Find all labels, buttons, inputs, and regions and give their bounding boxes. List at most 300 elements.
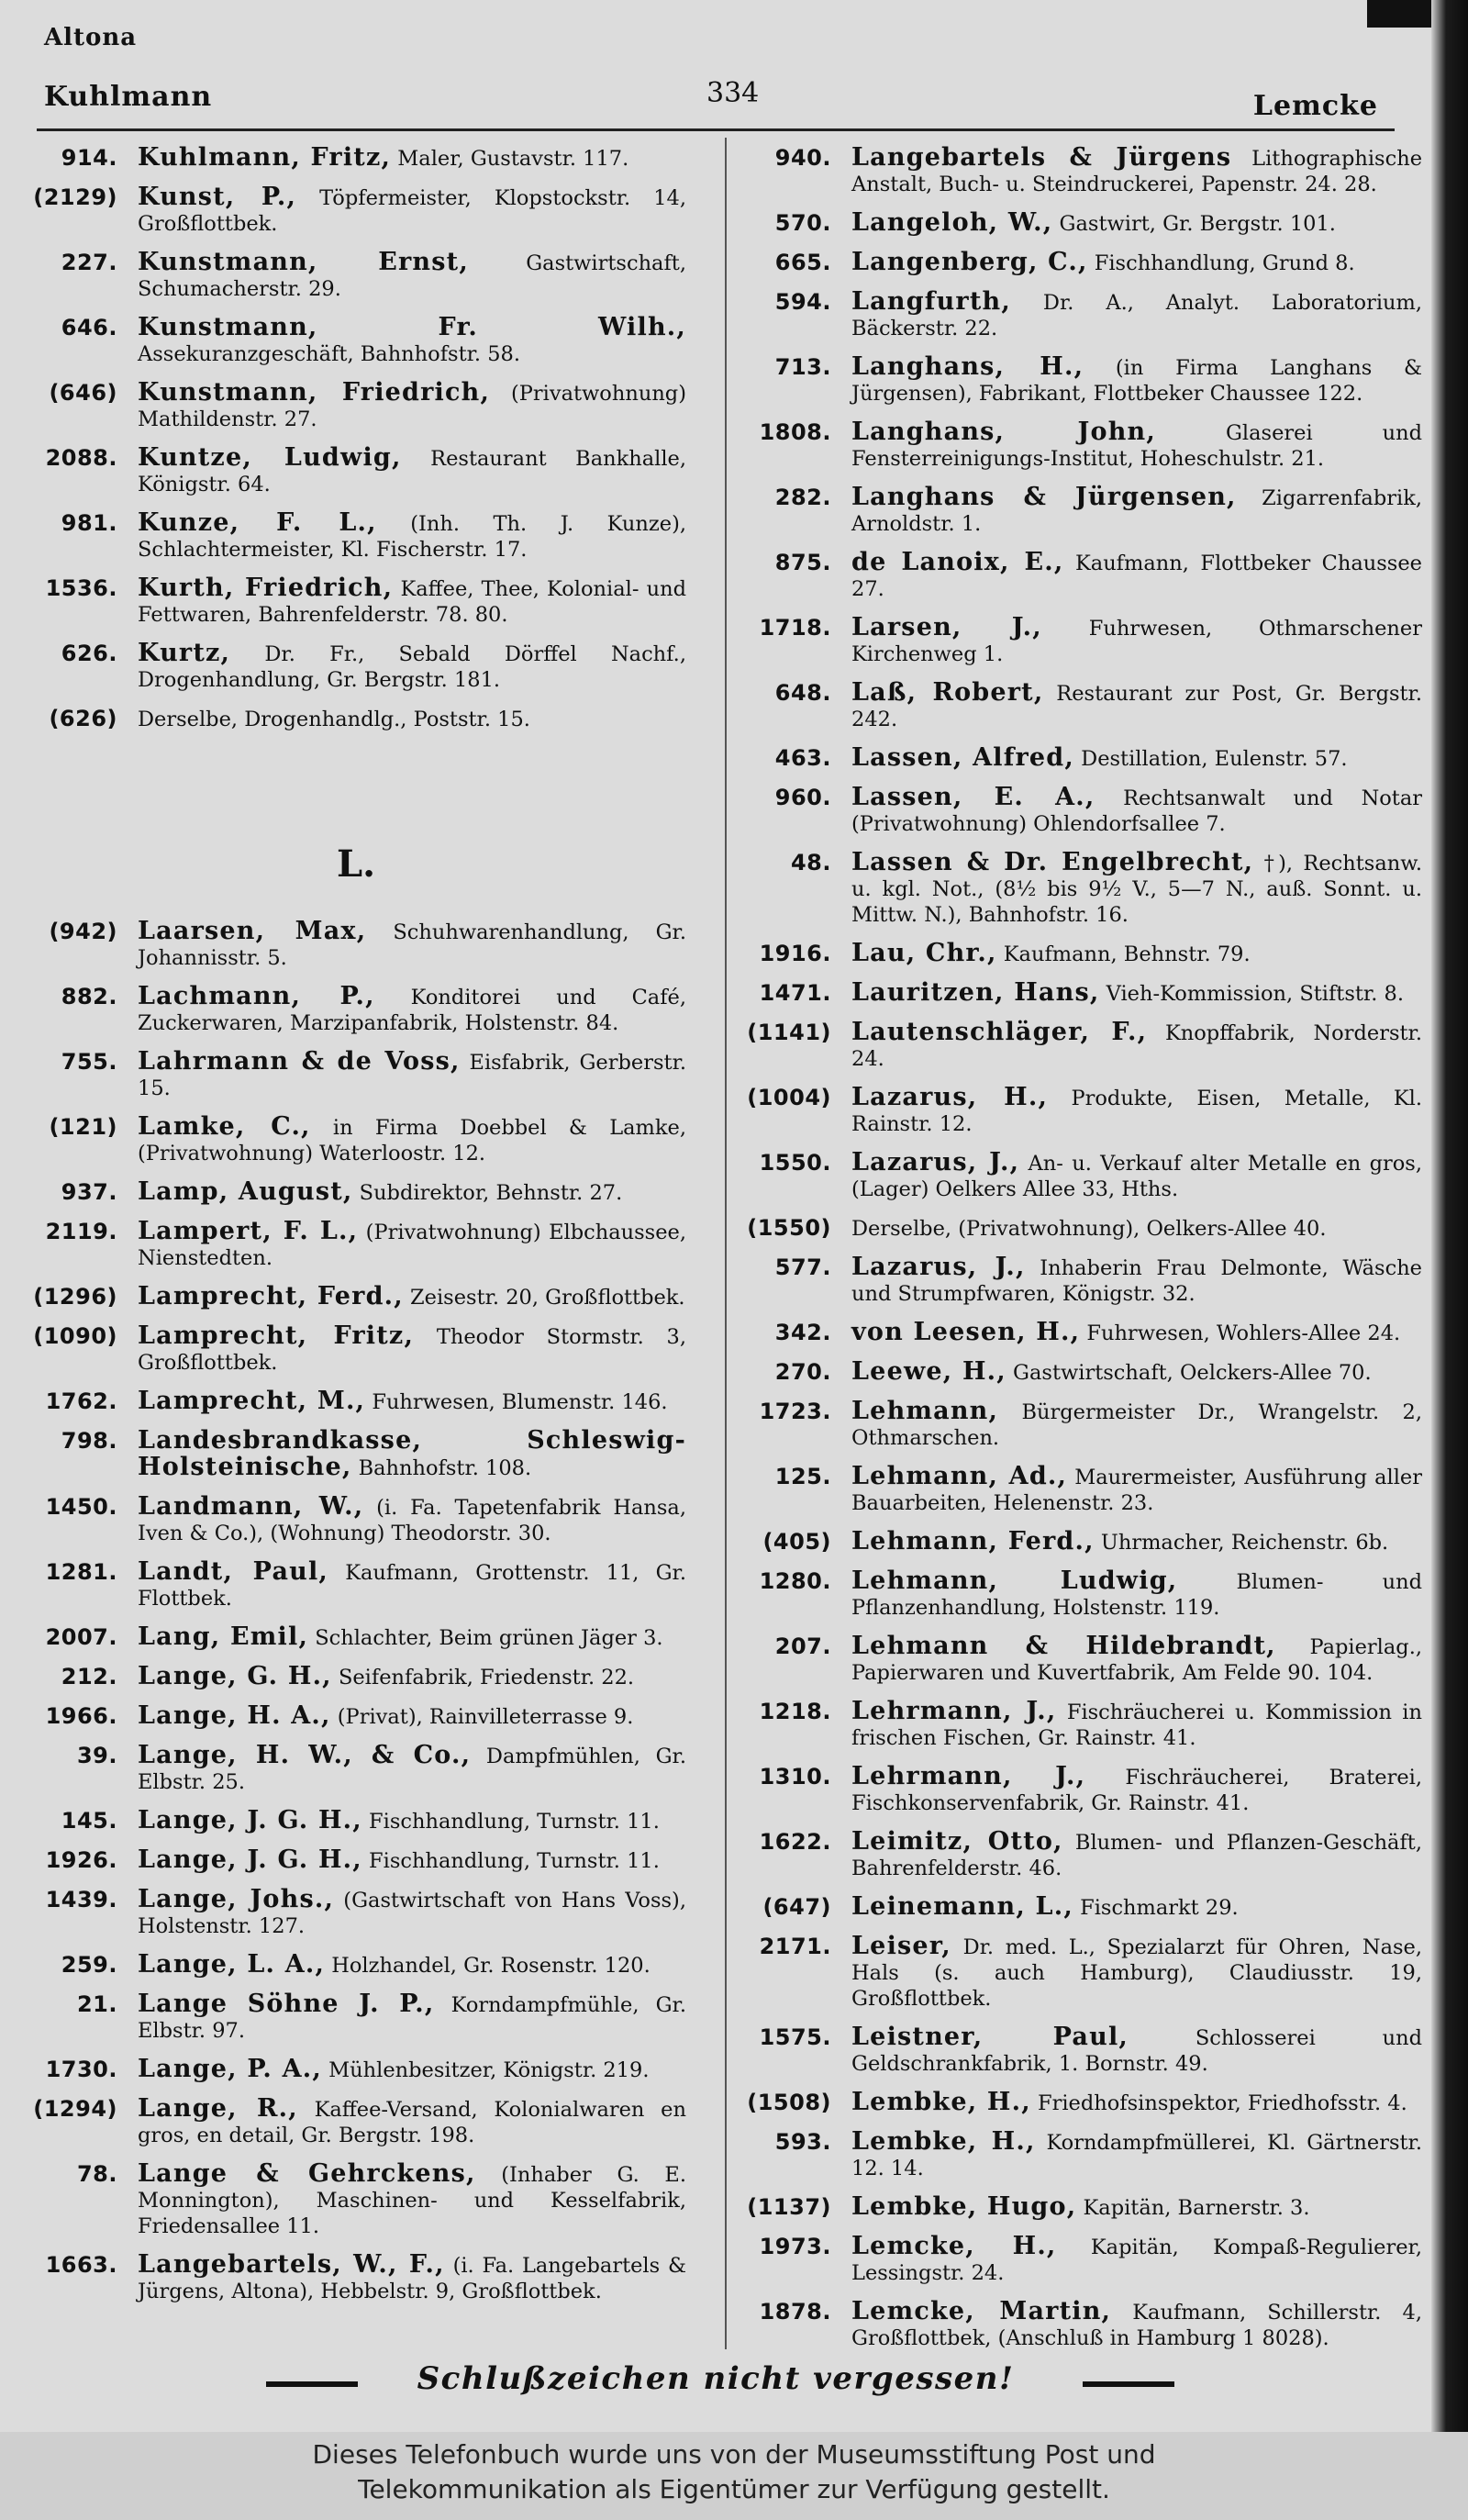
directory-entry [740, 1254, 1422, 1307]
subscriber-name: Langhans & Jürgensen, [851, 483, 1237, 511]
directory-entry [740, 1568, 1422, 1621]
entry-text [138, 2057, 686, 2083]
phone-number: 1471. [759, 980, 831, 1006]
subscriber-name: Landesbrandkasse, Schleswig-Holsteinische, [138, 1426, 686, 1481]
subscriber-name: Lehmann, [851, 1397, 999, 1425]
subscriber-name: Langhans, John, [851, 418, 1156, 446]
directory-entry [26, 1049, 686, 1101]
phone-number: 1718. [759, 615, 831, 641]
directory-entry [26, 184, 686, 237]
directory-entry [740, 145, 1422, 197]
subscriber-details: Assekuranzgeschäft, Bahnhofstr. 58. [138, 342, 520, 366]
subscriber-name: Kunst, P., [138, 183, 297, 211]
entry-text [851, 615, 1422, 667]
subscriber-name: Lau, Chr., [851, 939, 997, 967]
phone-number: 960. [774, 785, 831, 810]
entry-text [138, 2252, 686, 2304]
subscriber-name: Leewe, H., [851, 1357, 1006, 1386]
subscriber-details: Fuhrwesen, Othmarschener Kirchenweg 1. [851, 617, 1422, 666]
entry-text [851, 550, 1422, 602]
entry-text [851, 1764, 1422, 1816]
entry-text [138, 641, 686, 693]
directory-entry [26, 1847, 686, 1874]
subscriber-details: Theodor Stormstr. 3, Großflottbek. [138, 1325, 686, 1375]
subscriber-name: Lachmann, P., [138, 982, 375, 1010]
directory-entry [740, 354, 1422, 407]
phone-number: (626) [49, 706, 117, 731]
entry-text [851, 745, 1422, 772]
subscriber-name: Lemcke, H., [851, 2232, 1057, 2260]
subscriber-details: Derselbe, Drogenhandlg., Poststr. 15. [138, 708, 530, 731]
phone-number: 648. [774, 680, 831, 706]
subscriber-details: Kapitän, Kompaß-Regulierer, Lessingstr. 24. [851, 2236, 1422, 2285]
entry-text [851, 1150, 1422, 1202]
directory-entry [26, 1991, 686, 2044]
subscriber-details: Fischhandlung, Turnstr. 11. [369, 1849, 660, 1873]
subscriber-details: Friedhofsinspektor, Friedhofsstr. 4. [1037, 2091, 1407, 2115]
subscriber-details: Korndampfmüllerei, Kl. Gärtnerstr. 12. 14. [851, 2131, 1422, 2180]
subscriber-name: Lange, R., [138, 2094, 298, 2123]
phone-number: 1575. [759, 2024, 831, 2050]
directory-entry [740, 1829, 1422, 1881]
entry-text [851, 1934, 1422, 2012]
subscriber-details: Maler, Gustavstr. 117. [397, 147, 629, 171]
entry-text [138, 706, 686, 732]
entry-text [851, 2194, 1422, 2221]
subscriber-details: (i. Fa. Langebartels & Jürgens, Altona), Hebbelstr. 9, Großflottbek. [138, 2254, 687, 2303]
entry-text [138, 1624, 686, 1651]
phone-number: 1281. [45, 1559, 117, 1585]
entry-text [851, 250, 1422, 276]
entry-text [851, 2129, 1422, 2181]
entry-text [851, 2090, 1422, 2116]
subscriber-name: Leistner, Paul, [851, 2023, 1129, 2051]
subscriber-details: Seifenfabrik, Friedenstr. 22. [338, 1666, 635, 1689]
phone-number: 463. [774, 745, 831, 771]
phone-number: (942) [49, 919, 117, 944]
subscriber-details: Fuhrwesen, Wohlers-Allee 24. [1086, 1321, 1401, 1345]
phone-number: 282. [774, 485, 831, 510]
entry-text [138, 145, 686, 172]
phone-number: 2171. [759, 1934, 831, 1959]
subscriber-details: Kaffee-Versand, Kolonialwaren en gros, en detail, Gr. Bergstr. 198. [138, 2098, 686, 2147]
phone-number: 2119. [45, 1219, 117, 1244]
entry-text [138, 1179, 686, 1206]
subscriber-name: Lange, J. G. H., [138, 1845, 362, 1874]
subscriber-details: Restaurant zur Post, Gr. Bergstr. 242. [851, 682, 1422, 731]
right-entries [740, 145, 1422, 2351]
subscriber-details: Fischräucherei u. Kommission in frischen Fischen, Gr. Rainstr. 41. [851, 1700, 1422, 1750]
subscriber-name: Lazarus, H., [851, 1083, 1049, 1111]
phone-number: 342. [774, 1320, 831, 1345]
subscriber-name: Lampert, F. L., [138, 1217, 359, 1245]
subscriber-name: Lange Söhne J. P., [138, 1990, 435, 2018]
directory-entry [26, 2161, 686, 2239]
phone-number: 48. [790, 850, 831, 875]
subscriber-name: Langebartels & Jürgens [851, 143, 1232, 172]
subscriber-details: (Privat), Rainvilleterrasse 9. [337, 1705, 634, 1729]
subscriber-details: Kaufmann, Flottbeker Chaussee 27. [851, 552, 1422, 601]
entry-text [138, 575, 686, 628]
entry-text [851, 1020, 1422, 1072]
entry-text [851, 941, 1422, 967]
subscriber-details: (Inh. Th. J. Kunze), Schlachtermeister, Kl. Fischerstr. 17. [138, 512, 687, 562]
subscriber-details: Dampfmühlen, Gr. Elbstr. 25. [138, 1745, 686, 1794]
subscriber-name: Lamprecht, M., [138, 1387, 366, 1415]
entry-text [851, 210, 1422, 237]
entry-text [851, 1529, 1422, 1555]
subscriber-name: Lange & Gehrckens, [138, 2159, 476, 2188]
subscriber-details: Kaufmann, Grottenstr. 11, Gr. Flottbek. [138, 1561, 686, 1611]
subscriber-details: Derselbe, (Privatwohnung), Oelkers-Allee 40. [851, 1217, 1327, 1241]
subscriber-name: Kurth, Friedrich, [138, 574, 394, 602]
entry-text [851, 850, 1422, 928]
entry-text [138, 1388, 686, 1415]
phone-number: 1439. [45, 1887, 117, 1912]
subscriber-name: Lassen, E. A., [851, 783, 1095, 811]
entry-text [851, 1215, 1422, 1242]
subscriber-details: Kaufmann, Behnstr. 79. [1003, 942, 1251, 966]
left-entries-k [26, 145, 686, 732]
phone-number: (1296) [33, 1284, 117, 1310]
subscriber-details: Produkte, Eisen, Metalle, Kl. Rainstr. 12. [851, 1087, 1423, 1136]
subscriber-details: Fischhandlung, Grund 8. [1094, 251, 1355, 275]
subscriber-name: Leiser, [851, 1932, 951, 1960]
directory-entry [740, 419, 1422, 472]
directory-entry [26, 510, 686, 563]
entry-text [851, 1894, 1422, 1921]
directory-entry [26, 1559, 686, 1611]
directory-entry [26, 2057, 686, 2083]
entry-text [851, 1359, 1422, 1386]
directory-entry [26, 1428, 686, 1481]
subscriber-details: Knopffabrik, Norderstr. 24. [851, 1021, 1422, 1071]
subscriber-details: Lithographische Anstalt, Buch- u. Steindruckerei, Papenstr. 24. 28. [851, 147, 1423, 196]
directory-entry [26, 380, 686, 432]
entry-text [138, 1323, 686, 1376]
left-entries-l [26, 919, 686, 2304]
entry-text [851, 2024, 1422, 2077]
subscriber-details: Gastwirtschaft, Oelckers-Allee 70. [1013, 1361, 1372, 1385]
page-number: 334 [706, 77, 760, 109]
subscriber-name: Lassen & Dr. Engelbrecht, [851, 848, 1254, 876]
entry-text [138, 1743, 686, 1795]
entry-text [138, 1049, 686, 1101]
phone-number: 1723. [759, 1399, 831, 1424]
phone-number: 713. [774, 354, 831, 380]
phone-number: 914. [61, 145, 117, 171]
header-city: Altona [44, 24, 138, 51]
directory-entry [26, 706, 686, 732]
notice-line-2: Telekommunikation als Eigentümer zur Verfügung gestellt. [358, 2474, 1110, 2504]
phone-number: (1550) [747, 1215, 831, 1241]
subscriber-name: Leimitz, Otto, [851, 1827, 1063, 1856]
subscriber-details: Schlachter, Beim grünen Jäger 3. [315, 1626, 663, 1650]
directory-entry [26, 1952, 686, 1979]
directory-entry [26, 2096, 686, 2148]
directory-entry [740, 1934, 1422, 2012]
subscriber-name: Lang, Emil, [138, 1622, 309, 1651]
entry-text [851, 1085, 1422, 1137]
directory-entry [740, 980, 1422, 1007]
directory-entry [740, 850, 1422, 928]
phone-number: 1622. [759, 1829, 831, 1855]
phone-number: (1090) [33, 1323, 117, 1349]
entry-text [851, 1634, 1422, 1686]
column-divider [725, 138, 727, 2349]
subscriber-name: Lamprecht, Fritz, [138, 1321, 415, 1350]
directory-entry [740, 2129, 1422, 2181]
directory-entry [740, 785, 1422, 837]
scan-shadow [1431, 0, 1468, 2432]
phone-number: 937. [61, 1179, 117, 1205]
subscriber-details: Blumen- und Pflanzen-Geschäft, Bahrenfelderstr. 46. [851, 1831, 1422, 1880]
phone-number: 1926. [45, 1847, 117, 1873]
entry-text [851, 980, 1422, 1007]
subscriber-details: (Privatwohnung) Elbchaussee, Nienstedten. [138, 1221, 686, 1270]
phone-number: 665. [774, 250, 831, 275]
subscriber-name: Landt, Paul, [138, 1557, 329, 1586]
entry-text [138, 1847, 686, 1874]
directory-entry [740, 2234, 1422, 2286]
subscriber-details: Restaurant Bankhalle, Königstr. 64. [138, 447, 686, 496]
header-last-entry: Lemcke [1252, 90, 1378, 122]
phone-number: 1280. [759, 1568, 831, 1594]
entry-text [138, 984, 686, 1036]
subscriber-details: Zigarrenfabrik, Arnoldstr. 1. [851, 486, 1422, 536]
entry-text [851, 1254, 1422, 1307]
subscriber-name: Lamp, August, [138, 1177, 353, 1206]
directory-entry [26, 445, 686, 497]
phone-number: 1916. [759, 941, 831, 966]
subscriber-details: Dr. A., Analyt. Laboratorium, Bäckerstr. 22. [851, 291, 1422, 340]
directory-entry [740, 615, 1422, 667]
directory-entry [740, 289, 1422, 341]
directory-entry [740, 1020, 1422, 1072]
subscriber-name: Lazarus, J., [851, 1253, 1026, 1281]
subscriber-name: Landmann, W., [138, 1492, 364, 1521]
subscriber-details: Kapitän, Barnerstr. 3. [1083, 2196, 1310, 2220]
subscriber-name: Laarsen, Max, [138, 917, 367, 945]
entry-text [851, 289, 1422, 341]
header-rule [37, 128, 1395, 131]
phone-number: (646) [49, 380, 117, 406]
directory-entry [740, 1399, 1422, 1451]
subscriber-details: Zeisestr. 20, Großflottbek. [410, 1286, 685, 1310]
subscriber-name: Kuhlmann, Fritz, [138, 143, 392, 172]
entry-text [138, 445, 686, 497]
phone-number: 270. [774, 1359, 831, 1385]
notice-line-1: Dieses Telefonbuch wurde uns von der Museumsstiftung Post und [312, 2439, 1156, 2470]
directory-entry [740, 210, 1422, 237]
entry-text [851, 2299, 1422, 2351]
entry-text [851, 1320, 1422, 1346]
directory-entry [740, 1699, 1422, 1751]
subscriber-name: Lahrmann & de Voss, [138, 1047, 461, 1076]
subscriber-name: Laß, Robert, [851, 678, 1044, 707]
phone-number: 21. [76, 1991, 117, 2017]
directory-entry [26, 1624, 686, 1651]
directory-entry [740, 2090, 1422, 2116]
phone-number: 755. [61, 1049, 117, 1075]
directory-entry [26, 145, 686, 172]
subscriber-details: †), Rechtsanw. u. kgl. Not., (8½ bis 9½ V., 5—7 N., auß. Sonnt. u. Mittw. N.), Bahnhofstr. 16. [851, 852, 1423, 927]
subscriber-details: Schuhwarenhandlung, Gr. Johannisstr. 5. [138, 920, 686, 970]
subscriber-name: Langebartels, W., F., [138, 2250, 445, 2279]
subscriber-name: Lautenschläger, F., [851, 1018, 1148, 1046]
directory-entry [26, 1388, 686, 1415]
subscriber-name: Lamprecht, Ferd., [138, 1282, 404, 1310]
phone-number: 2088. [45, 445, 117, 471]
directory-entry [26, 2252, 686, 2304]
entry-text [138, 1808, 686, 1834]
subscriber-details: Dr. med. L., Spezialarzt für Ohren, Nase, Hals (s. auch Hamburg), Claudiusstr. 19, Großflottbek. [851, 1935, 1422, 2011]
subscriber-details: Uhrmacher, Reichenstr. 6b. [1100, 1531, 1389, 1555]
subscriber-name: Lauritzen, Hans, [851, 978, 1100, 1007]
phone-number: (405) [762, 1529, 831, 1555]
subscriber-details: Blumen- und Pflanzenhandlung, Holstenstr. 119. [851, 1570, 1422, 1620]
directory-entry [740, 941, 1422, 967]
subscriber-details: Mühlenbesitzer, Königstr. 219. [328, 2058, 650, 2082]
entry-text [851, 1568, 1422, 1621]
subscriber-details: Glaserei und Fensterreinigungs-Institut, Hoheschulstr. 21. [851, 421, 1422, 471]
phone-number: 593. [774, 2129, 831, 2155]
phone-number: 1550. [759, 1150, 831, 1176]
phone-number: 981. [61, 510, 117, 536]
entry-text [851, 680, 1422, 732]
phone-number: (121) [49, 1114, 117, 1140]
subscriber-details: Eisfabrik, Gerberstr. 15. [138, 1051, 687, 1100]
entry-text [851, 785, 1422, 837]
subscriber-details: (Gastwirtschaft von Hans Voss), Holstenstr. 127. [138, 1889, 686, 1938]
phone-number: 1450. [45, 1494, 117, 1520]
directory-entry [26, 1179, 686, 1206]
phone-number: 940. [774, 145, 831, 171]
phone-number: 798. [61, 1428, 117, 1454]
directory-entry [26, 641, 686, 693]
subscriber-name: de Lanoix, E., [851, 548, 1064, 576]
subscriber-details: Destillation, Eulenstr. 57. [1081, 747, 1348, 771]
subscriber-name: Lamke, C., [138, 1112, 311, 1141]
subscriber-name: Larsen, J., [851, 613, 1042, 641]
entry-text [138, 1114, 686, 1166]
entry-text [138, 1952, 686, 1979]
entry-text [138, 1664, 686, 1690]
subscriber-name: Lange, H. A., [138, 1701, 331, 1730]
subscriber-details: Rechtsanwalt und Notar (Privatwohnung) Ohlendorfsallee 7. [851, 786, 1423, 836]
subscriber-name: Kurtz, [138, 639, 231, 667]
directory-entry [26, 1703, 686, 1730]
phone-number: (1141) [747, 1020, 831, 1045]
entry-text [851, 1399, 1422, 1451]
phone-number: 1663. [45, 2252, 117, 2278]
directory-entry [740, 680, 1422, 732]
directory-entry [26, 575, 686, 628]
directory-entry [26, 1494, 686, 1546]
phone-number: (1294) [33, 2096, 117, 2122]
subscriber-details: Gastwirt, Gr. Bergstr. 101. [1059, 212, 1336, 236]
subscriber-details: Vieh-Kommission, Stiftstr. 8. [1106, 982, 1404, 1006]
subscriber-details: Fischmarkt 29. [1080, 1896, 1239, 1920]
entry-text [851, 354, 1422, 407]
directory-entry [740, 2299, 1422, 2351]
directory-entry [26, 1284, 686, 1310]
subscriber-details: Korndampfmühle, Gr. Elbstr. 97. [138, 1993, 686, 2043]
subscriber-details: Bahnhofstr. 108. [358, 1456, 532, 1480]
entry-text [138, 315, 686, 367]
directory-entry [740, 1529, 1422, 1555]
phone-number: 207. [774, 1634, 831, 1659]
phone-number: 1762. [45, 1388, 117, 1414]
subscriber-name: Leinemann, L., [851, 1892, 1073, 1921]
phone-number: 875. [774, 550, 831, 575]
entry-text [138, 919, 686, 971]
phone-number: 626. [61, 641, 117, 666]
entry-text [138, 1887, 686, 1939]
scan-edge [1367, 0, 1431, 28]
phone-number: 1973. [759, 2234, 831, 2259]
subscriber-name: Kunstmann, Ernst, [138, 248, 469, 276]
subscriber-name: Langhans, H., [851, 352, 1084, 381]
subscriber-name: Langfurth, [851, 287, 1011, 316]
phone-number: (1004) [747, 1085, 831, 1110]
phone-number: 570. [774, 210, 831, 236]
entry-text [138, 1428, 686, 1481]
directory-entry [26, 1114, 686, 1166]
directory-entry [26, 1664, 686, 1690]
subscriber-name: Lange, J. G. H., [138, 1806, 362, 1834]
subscriber-name: Lange, Johs., [138, 1885, 335, 1913]
entry-text [138, 1284, 686, 1310]
subscriber-details: Gastwirtschaft, Schumacherstr. 29. [138, 251, 686, 301]
entry-text [851, 2234, 1422, 2286]
subscriber-details: Papierlag., Papierwaren und Kuvertfabrik, Am Felde 90. 104. [851, 1635, 1422, 1685]
directory-entry [740, 485, 1422, 537]
directory-entry [740, 2194, 1422, 2221]
directory-entry [26, 1219, 686, 1271]
entry-text [851, 419, 1422, 472]
phone-number: 1218. [759, 1699, 831, 1724]
subscriber-details: Kaufmann, Schillerstr. 4, Großflottbek, (Anschluß in Hamburg 1 8028). [851, 2301, 1422, 2350]
phone-number: 594. [774, 289, 831, 315]
subscriber-name: Lehrmann, J., [851, 1697, 1057, 1725]
subscriber-name: Kuntze, Ludwig, [138, 443, 402, 472]
subscriber-details: Dr. Fr., Sebald Dörffel Nachf., Drogenhandlung, Gr. Bergstr. 181. [138, 642, 686, 692]
directory-entry [26, 1808, 686, 1834]
phone-number: 1536. [45, 575, 117, 601]
entry-text [138, 1559, 686, 1611]
phone-number: 1730. [45, 2057, 117, 2082]
phone-number: 212. [61, 1664, 117, 1689]
subscriber-name: Lehmann, Ludwig, [851, 1567, 1178, 1595]
subscriber-name: Lehrmann, J., [851, 1762, 1086, 1790]
subscriber-name: Lassen, Alfred, [851, 743, 1074, 772]
directory-entry [740, 2024, 1422, 2077]
directory-entry [740, 1320, 1422, 1346]
entry-text [851, 145, 1422, 197]
directory-entry [26, 250, 686, 302]
phone-number: 1878. [759, 2299, 831, 2325]
subscriber-name: Lembke, H., [851, 2088, 1031, 2116]
directory-entry [26, 315, 686, 367]
subscriber-name: Lehmann, Ad., [851, 1462, 1068, 1490]
subscriber-details: (Privatwohnung) Mathildenstr. 27. [138, 382, 686, 431]
directory-entry [740, 1634, 1422, 1686]
subscriber-details: in Firma Doebbel & Lamke, (Privatwohnung) Waterloostr. 12. [138, 1116, 686, 1165]
subscriber-details: Kaffee, Thee, Kolonial- und Fettwaren, Bahrenfelderstr. 78. 80. [138, 577, 687, 627]
subscriber-details: (i. Fa. Tapetenfabrik Hansa, Iven & Co.), (Wohnung) Theodorstr. 30. [138, 1496, 686, 1545]
subscriber-name: Lange, G. H., [138, 1662, 332, 1690]
